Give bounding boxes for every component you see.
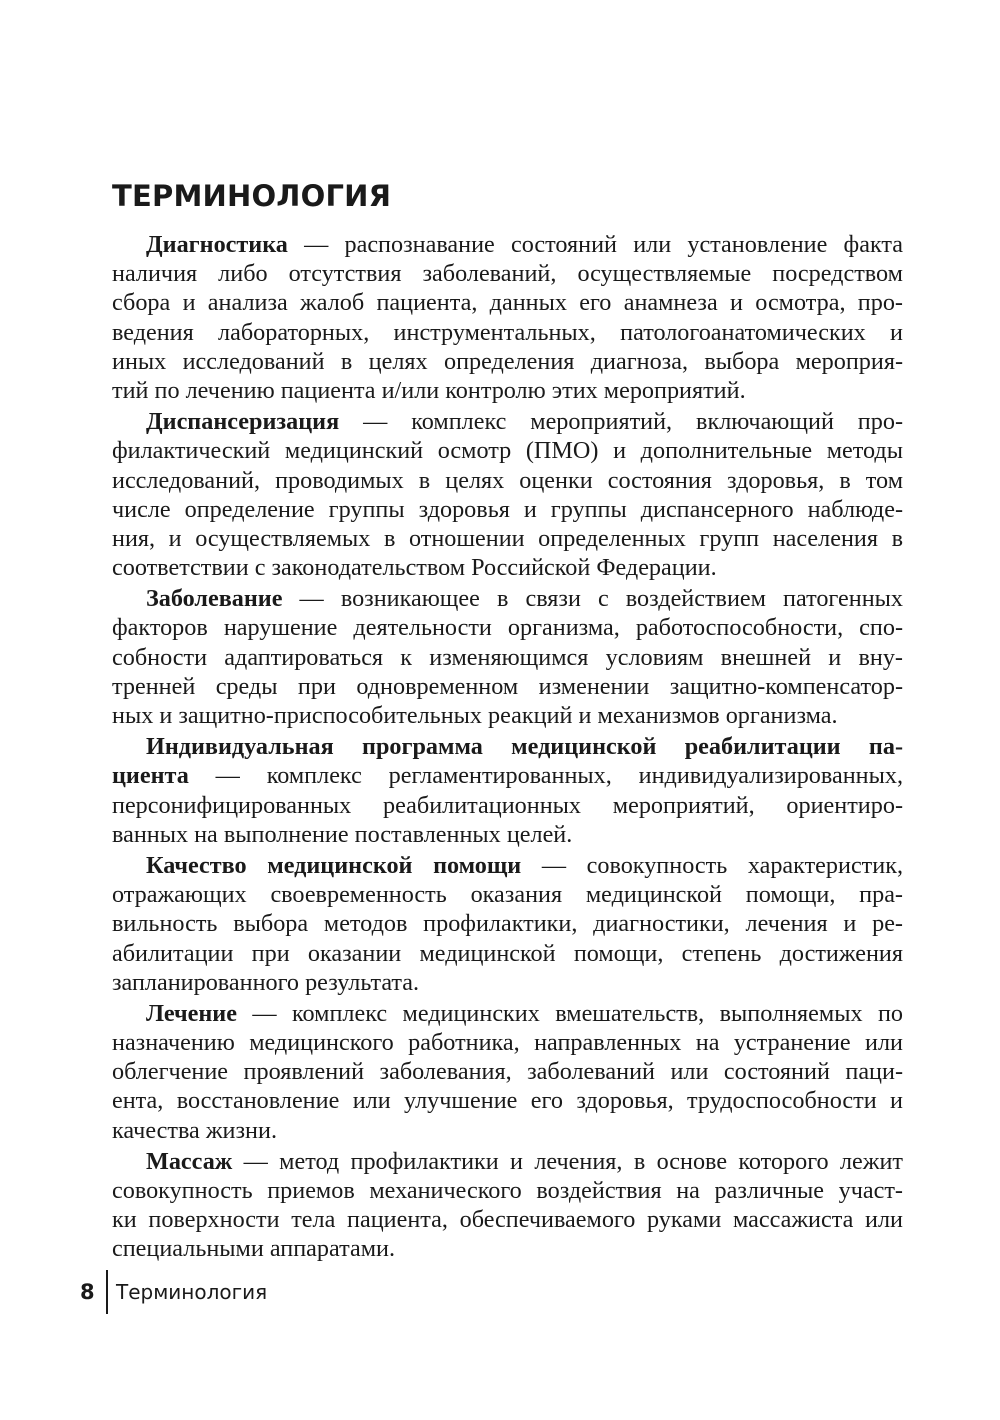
running-head: Терминология xyxy=(116,1280,268,1304)
term: Заболевание xyxy=(146,585,283,613)
entry-line: абилитации при оказании медицинской помощи, степень достижения xyxy=(112,939,903,967)
entry-dispanserizatsiya xyxy=(112,407,903,582)
entry-line: ента, восстановление или улучшение его здоровья, трудоспособности и xyxy=(112,1087,903,1115)
term: Диагностика xyxy=(146,231,288,258)
page-number: 8 xyxy=(80,1280,95,1304)
entry-line: ния, и осуществляемых в отношении определенных групп населения в xyxy=(112,524,903,552)
term: Качество медицинской помощи xyxy=(146,851,522,879)
entry-line: облегчение проявлений заболевания, заболеваний или состояний паци- xyxy=(112,1058,903,1086)
entry-line: ки поверхности тела пациента, обеспечиваемого руками массажиста или xyxy=(112,1206,903,1234)
entry-line: совокупность приемов механического воздействия на различные участ- xyxy=(112,1177,903,1204)
entry-line: ведения лабораторных, инструментальных, патологоанатомических и xyxy=(112,318,903,346)
entry-diagnostika xyxy=(112,230,903,405)
page-footer xyxy=(80,1270,267,1314)
term: Массаж xyxy=(146,1147,233,1175)
entry-line: иных исследований в целях определения диагноза, выбора мероприя- xyxy=(112,347,903,375)
entry-line: собности адаптироваться к изменяющимся условиям внешней и вну- xyxy=(112,643,903,671)
term: Индивидуальная программа медицинской реабилитации па- xyxy=(146,733,903,761)
entry-massazh xyxy=(112,1147,903,1264)
footer-divider xyxy=(106,1270,108,1314)
entry-line: персонифицированных реабилитационных мероприятий, ориентиро- xyxy=(112,791,903,819)
entry-line: циента — комплекс регламентированных, индивидуализированных, xyxy=(112,762,903,790)
entry-line: ных и защитно-приспособительных реакций и механизмов организма. xyxy=(112,702,838,729)
entry-line: сбора и анализа жалоб пациента, данных его анамнеза и осмотра, про- xyxy=(112,289,903,317)
entry-kachestvo-pomoshchi xyxy=(112,851,903,997)
entry-first-line: Заболевание — возникающее в связи с воздействием патогенных xyxy=(146,585,903,613)
entry-first-line: Массаж — метод профилактики и лечения, в основе которого лежит xyxy=(146,1147,903,1175)
entry-first-line: Качество медицинской помощи — совокупность характеристик, xyxy=(146,851,903,879)
entry-line: числе определение группы здоровья и группы диспансерного наблюде- xyxy=(112,495,903,523)
entry-line: тий по лечению пациента и/или контролю этих мероприятий. xyxy=(112,376,746,404)
entry-first-line: Диспансеризация — комплекс мероприятий, включающий про- xyxy=(146,408,903,436)
page-title: ТЕРМИНОЛОГИЯ xyxy=(112,179,392,213)
entry-line: наличия либо отсутствия заболеваний, осуществляемые посредством xyxy=(112,260,903,288)
entry-line: ванных на выполнение поставленных целей. xyxy=(112,820,573,848)
term: Диспансеризация xyxy=(146,408,340,436)
entry-line: факторов нарушение деятельности организма, работоспособности, спо- xyxy=(112,614,903,642)
entry-individualnaya-programma xyxy=(112,732,903,849)
entry-line: отражающих своевременность оказания медицинской помощи, пра- xyxy=(112,881,903,909)
entry-line: тренней среды при одновременном изменении защитно-компенсатор- xyxy=(112,672,903,700)
entry-line: вильность выбора методов профилактики, диагностики, лечения и ре- xyxy=(112,910,903,938)
term: Лечение xyxy=(146,999,237,1027)
entry-line: назначению медицинского работника, направленных на устранение или xyxy=(112,1029,903,1057)
entry-first-line: Лечение — комплекс медицинских вмешательств, выполняемых по xyxy=(146,999,903,1027)
term-continuation: циента xyxy=(112,762,189,790)
entry-line: филактический медицинский осмотр (ПМО) и дополнительные методы xyxy=(112,437,903,465)
entry-line: исследований, проводимых в целях оценки состояния здоровья, в том xyxy=(112,466,903,494)
entry-zabolevanie xyxy=(112,584,903,730)
entry-lechenie xyxy=(112,999,903,1145)
terminology-body xyxy=(112,230,903,1266)
entry-line: специальными аппаратами. xyxy=(112,1235,395,1263)
entry-line: запланированного результата. xyxy=(112,968,420,996)
entry-line: соответствии с законодательством Российской Федерации. xyxy=(112,554,717,582)
entry-line: качества жизни. xyxy=(112,1116,277,1144)
entry-first-line: Диагностика — распознавание состояний или установление факта xyxy=(146,231,903,258)
